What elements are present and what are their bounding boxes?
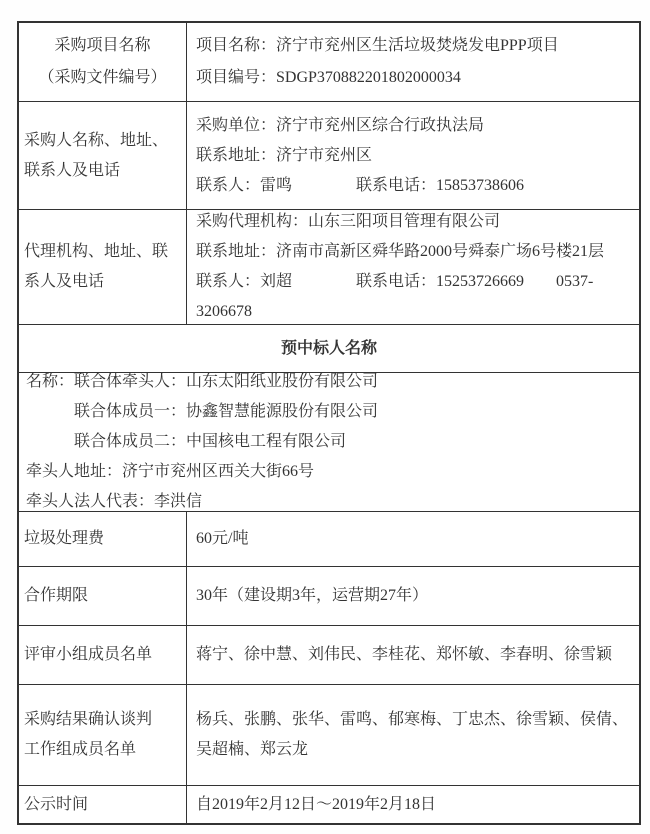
row-cooperation-term — [19, 566, 639, 625]
text-line: 联系地址：济南市高新区舜华路2000号舜泰广场6号楼21层 — [196, 243, 605, 260]
project-label-cell — [19, 23, 187, 101]
review-panel-label-cell — [19, 626, 187, 684]
text-line: 联系地址：济宁市兖州区 — [196, 146, 373, 164]
text-line: 蒋宁、徐中慧、刘伟民、李桂花、郑怀敏、李春明、徐雪颖 — [196, 646, 613, 663]
section-header-cell — [19, 325, 639, 372]
row-publicity-period — [19, 785, 639, 823]
text-line: 公示时间 — [24, 795, 89, 813]
purchaser-content-cell — [187, 102, 639, 209]
publicity-label-cell — [19, 786, 187, 823]
text-line: 吴超楠、郑云龙 — [196, 741, 309, 758]
winner-details-cell — [19, 373, 639, 511]
row-agency — [19, 209, 639, 324]
review-panel-content-cell — [187, 626, 639, 684]
negotiation-content-cell — [187, 685, 639, 785]
agency-label-cell — [19, 210, 187, 324]
text-line: 杨兵、张鹏、张华、雷鸣、郁寒梅、丁忠杰、徐雪颖、侯倩、 — [196, 711, 629, 728]
text-line: （采购文件编号） — [38, 69, 167, 86]
term-label-cell — [19, 567, 187, 625]
row-section-header — [19, 324, 639, 372]
text-line: 评审小组成员名单 — [24, 646, 153, 663]
text-line: 采购单位：济宁市兖州区综合行政执法局 — [196, 116, 485, 134]
text-line: 联合体成员一：协鑫智慧能源股份有限公司 — [26, 403, 379, 420]
text-line: 3206678 — [196, 303, 252, 320]
purchaser-label-cell — [19, 102, 187, 209]
negotiation-label-cell — [19, 685, 187, 785]
text-line: 代理机构、地址、联 — [24, 243, 169, 260]
row-review-panel — [19, 625, 639, 684]
agency-content-cell — [187, 210, 639, 324]
text-line: 60元/吨 — [196, 530, 249, 547]
announcement-table — [17, 21, 641, 825]
text-line: 采购项目名称 — [54, 37, 151, 54]
text-line: 采购代理机构：山东三阳项目管理有限公司 — [196, 213, 501, 230]
text-line: 联系人：雷鸣 联系电话：15853738606 — [196, 176, 525, 194]
row-negotiation-group — [19, 684, 639, 785]
text-line: 联系人：刘超 联系电话：15253726669 0537- — [196, 273, 594, 290]
text-line: 牵头人法人代表：李洪信 — [26, 493, 203, 510]
fee-content-cell — [187, 512, 639, 566]
section-header-title: 预中标人名称 — [280, 339, 377, 357]
text-line: 采购人名称、地址、 — [24, 131, 169, 149]
text-line: 联系人及电话 — [24, 161, 121, 179]
row-winner-details — [19, 372, 639, 511]
text-line: 系人及电话 — [24, 273, 105, 290]
text-line: 牵头人地址：济宁市兖州区西关大街66号 — [26, 463, 315, 480]
row-disposal-fee — [19, 511, 639, 566]
text-line: 名称：联合体牵头人：山东太阳纸业股份有限公司 — [26, 373, 379, 390]
text-line: 联合体成员二：中国核电工程有限公司 — [26, 433, 347, 450]
text-line: 项目编号：SDGP370882201802000034 — [196, 69, 461, 86]
text-line: 30年（建设期3年，运营期27年） — [196, 587, 429, 604]
text-line: 采购结果确认谈判 — [24, 711, 153, 728]
fee-label-cell — [19, 512, 187, 566]
project-content-cell — [187, 23, 639, 101]
text-line: 项目名称：济宁市兖州区生活垃圾焚烧发电PPP项目 — [196, 37, 559, 54]
text-line: 合作期限 — [24, 587, 89, 604]
row-project-name — [19, 23, 639, 101]
row-purchaser — [19, 101, 639, 209]
text-line: 自2019年2月12日～2019年2月18日 — [196, 795, 437, 813]
term-content-cell — [187, 567, 639, 625]
text-line: 工作组成员名单 — [24, 741, 137, 758]
text-line: 垃圾处理费 — [24, 530, 105, 547]
publicity-content-cell — [187, 786, 639, 823]
